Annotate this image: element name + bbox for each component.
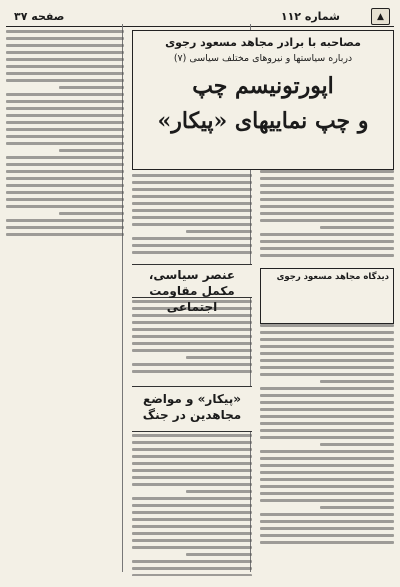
- issue-number: شماره ۱۱۲: [280, 9, 340, 23]
- text-line: [6, 177, 124, 180]
- text-line: [132, 469, 252, 472]
- text-line: [6, 170, 124, 173]
- text-line: [6, 37, 124, 40]
- text-line: [6, 184, 124, 187]
- text-line: [6, 191, 124, 194]
- headline-title-line1: اپورتونیسم چپ: [192, 73, 334, 99]
- interview-subtitle: درباره سیاستها و نیروهای مختلف سیاسی (۷): [173, 53, 353, 64]
- text-line: [260, 205, 394, 208]
- text-line: [186, 356, 252, 359]
- text-line: [6, 72, 124, 75]
- text-line: [260, 177, 394, 180]
- text-line: [6, 30, 124, 33]
- text-line: [132, 181, 252, 184]
- text-line: [132, 363, 252, 366]
- text-line: [132, 546, 252, 549]
- text-line: [260, 324, 394, 327]
- text-line: [6, 107, 124, 110]
- text-line: [260, 471, 394, 474]
- text-line: [132, 349, 252, 352]
- text-line: [132, 518, 252, 521]
- text-line: [6, 128, 124, 131]
- text-line: [6, 205, 124, 208]
- text-line: [260, 429, 394, 432]
- text-line: [260, 212, 394, 215]
- text-line: [132, 370, 252, 373]
- text-line: [186, 490, 252, 493]
- text-line: [132, 237, 252, 240]
- text-line: [260, 198, 394, 201]
- text-line: [132, 483, 252, 486]
- text-line: [186, 553, 252, 556]
- text-line: [132, 560, 252, 563]
- text-line: [260, 254, 394, 257]
- page-number: صفحه ۳۷: [14, 9, 65, 23]
- text-line: [132, 202, 252, 205]
- text-line: [6, 156, 124, 159]
- body-column-middle-bottom: [132, 434, 252, 576]
- text-line: [6, 219, 124, 222]
- text-line: [260, 366, 394, 369]
- text-line: [260, 394, 394, 397]
- text-line: [6, 79, 124, 82]
- text-line: [132, 539, 252, 542]
- text-line: [132, 525, 252, 528]
- text-line: [132, 462, 252, 465]
- text-line: [260, 345, 394, 348]
- text-line: [132, 476, 252, 479]
- text-line: [260, 499, 394, 502]
- text-line: [260, 247, 394, 250]
- text-line: [132, 504, 252, 507]
- page-header: [6, 6, 394, 27]
- text-line: [6, 114, 124, 117]
- text-line: [260, 233, 394, 236]
- text-line: [132, 188, 252, 191]
- text-block: [260, 324, 394, 548]
- text-line: [6, 44, 124, 47]
- text-line: [260, 541, 394, 544]
- body-column-right-bottom: [260, 324, 394, 576]
- text-line: [260, 191, 394, 194]
- body-column-middle-top: [132, 174, 252, 254]
- text-line: [6, 142, 124, 145]
- text-line: [260, 464, 394, 467]
- text-line: [6, 163, 124, 166]
- text-line: [59, 149, 124, 152]
- text-line: [132, 321, 252, 324]
- body-column-left: [6, 30, 124, 578]
- headline-box: [132, 30, 394, 170]
- text-line: [260, 219, 394, 222]
- text-line: [260, 338, 394, 341]
- text-line: [260, 478, 394, 481]
- text-line: [260, 415, 394, 418]
- text-line: [132, 574, 252, 576]
- section-heading: «پیکار» و مواضع مجاهدین در جنگ: [132, 386, 252, 432]
- text-line: [260, 520, 394, 523]
- boxed-notice: دیدگاه مجاهد مسعود رجوی: [260, 268, 394, 324]
- text-line: [6, 135, 124, 138]
- text-line: [132, 567, 252, 570]
- text-line: [320, 226, 394, 229]
- text-line: [132, 511, 252, 514]
- text-block: [132, 174, 252, 254]
- text-line: [6, 226, 124, 229]
- text-line: [132, 328, 252, 331]
- text-line: [260, 387, 394, 390]
- text-line: [132, 455, 252, 458]
- text-line: [6, 58, 124, 61]
- text-block: [132, 434, 252, 576]
- text-line: [260, 401, 394, 404]
- headline-title-line2: و چپ نماییهای «پیکار»: [157, 108, 369, 134]
- text-line: [260, 373, 394, 376]
- text-line: [260, 513, 394, 516]
- text-line: [260, 422, 394, 425]
- text-line: [260, 352, 394, 355]
- text-line: [6, 93, 124, 96]
- text-line: [260, 184, 394, 187]
- text-line: [6, 51, 124, 54]
- text-line: [132, 532, 252, 535]
- text-line: [132, 174, 252, 177]
- text-line: [320, 380, 394, 383]
- text-line: [320, 506, 394, 509]
- text-line: [260, 331, 394, 334]
- text-line: [186, 230, 252, 233]
- text-block: [260, 170, 394, 258]
- text-line: [132, 335, 252, 338]
- text-line: [132, 441, 252, 444]
- text-line: [132, 244, 252, 247]
- text-line: [6, 233, 124, 236]
- text-line: [260, 359, 394, 362]
- text-line: [320, 443, 394, 446]
- text-line: [260, 408, 394, 411]
- text-line: [260, 485, 394, 488]
- text-line: [260, 457, 394, 460]
- text-line: [132, 216, 252, 219]
- text-block: [6, 30, 124, 240]
- text-line: [260, 436, 394, 439]
- interview-kicker: مصاحبه با برادر مجاهد مسعود رجوی: [165, 36, 361, 49]
- text-line: [6, 65, 124, 68]
- text-line: [260, 450, 394, 453]
- text-line: [260, 492, 394, 495]
- text-line: [132, 448, 252, 451]
- text-line: [132, 251, 252, 254]
- text-line: [260, 240, 394, 243]
- text-line: [6, 100, 124, 103]
- text-line: [132, 497, 252, 500]
- section-heading: عنصر سیاسی، مکمل مقاومت اجتماعی: [132, 264, 252, 298]
- organization-emblem-icon: ▲: [371, 8, 390, 25]
- text-line: [260, 534, 394, 537]
- text-line: [132, 434, 252, 437]
- text-line: [59, 212, 124, 215]
- body-column-right-top: [260, 170, 394, 258]
- text-line: [6, 121, 124, 124]
- text-line: [132, 223, 252, 226]
- text-line: [260, 527, 394, 530]
- text-line: [132, 195, 252, 198]
- text-line: [132, 342, 252, 345]
- text-line: [260, 170, 394, 173]
- text-line: [6, 198, 124, 201]
- text-line: [59, 86, 124, 89]
- text-line: [132, 209, 252, 212]
